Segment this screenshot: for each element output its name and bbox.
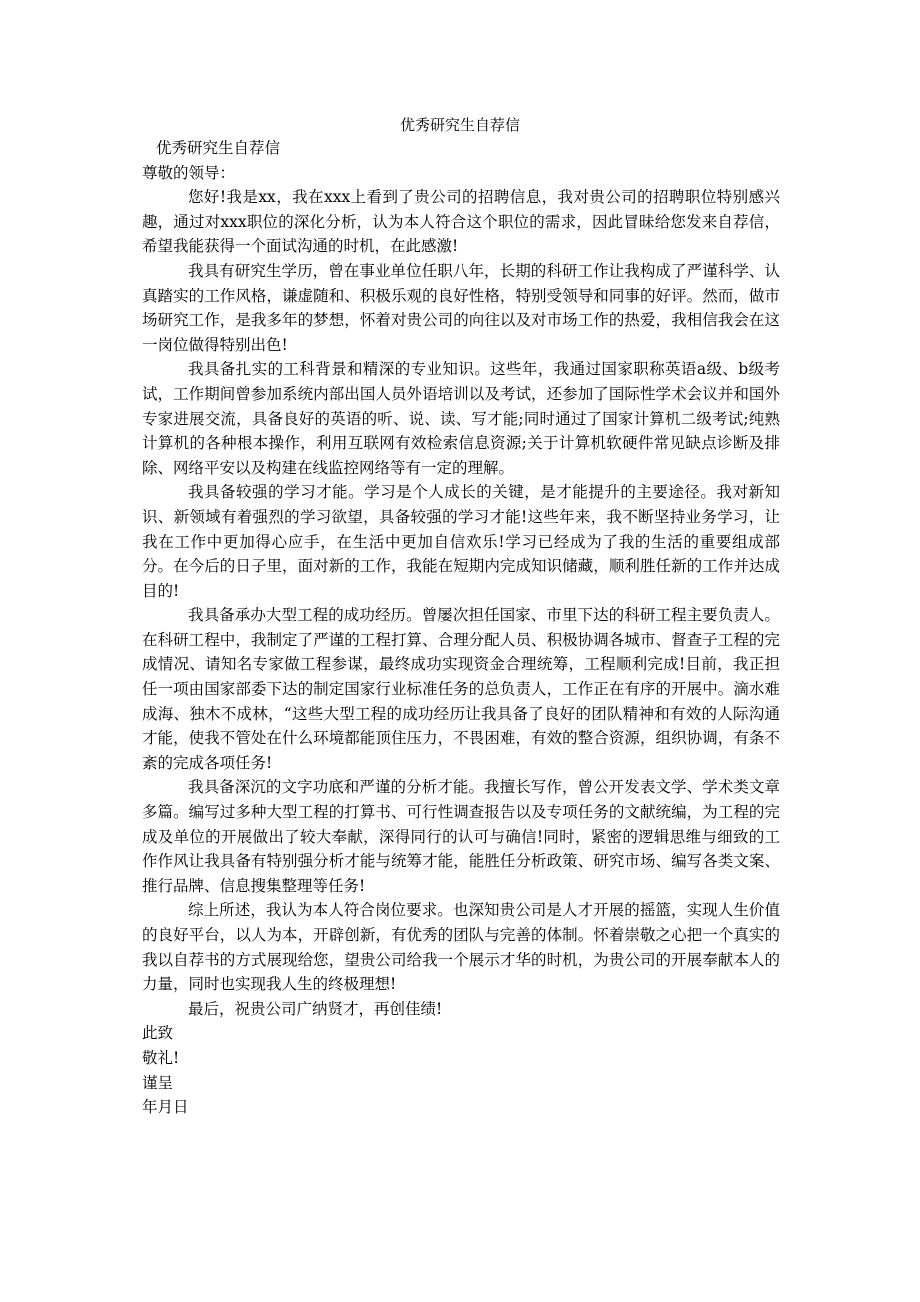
closing-salute: 敬礼! (142, 1048, 180, 1067)
paragraph: 我具有研究生学历，曾在事业单位任职八年，长期的科研工作让我构成了严谨科学、认真踏实的工作风格，谦虚随和、积极乐观的良好性格，特别受领导和同事的好评。然而，做市场研究工作，是我多年的梦想，怀着对贵公司的向往以及对市场工作的热爱，我相信我会在这一岗位做得特别出色! (142, 261, 780, 354)
paragraph: 我具备较强的学习才能。学习是个人成长的关键，是才能提升的主要途径。我对新知识、新领域有着强烈的学习欲望，具备较强的学习才能!这些年来，我不断坚持业务学习，让我在工作中更加得心应手，在生活中更加自信欢乐!学习已经成为了我的生活的重要组成部分。在今后的日子里，面对新的工作，我能在短期内完成知识储藏，顺利胜任新的工作并达成目的! (142, 483, 780, 600)
closing-line: 此致 (142, 1024, 174, 1043)
paragraph: 您好!我是xx，我在xxx上看到了贵公司的招聘信息，我对贵公司的招聘职位特别感兴趣，通过对xxx职位的深化分析，认为本人符合这个职位的需求，因此冒昧给您发来自荐信，希望我能获得一个面试沟通的时机，在此感激! (142, 188, 780, 256)
paragraph: 我具备深沉的文字功底和严谨的分析才能。我擅长写作，曾公开发表文学、学术类文章多篇。编写过多种大型工程的打算书、可行性调查报告以及专项任务的文献统编，为工程的完成及单位的开展做出了较大奉献，深得同行的认可与确信!同时，紧密的逻辑思维与细致的工作作风让我具备有特别强分析才能与统筹才能，能胜任分析政策、研究市场、编写各类文案、推行品牌、信息搜集整理等任务! (142, 778, 780, 895)
paragraph: 综上所述，我认为本人符合岗位要求。也深知贵公司是人才开展的摇篮，实现人生价值的良好平台，以人为本，开辟创新，有优秀的团队与完善的体制。怀着崇敬之心把一个真实的我以自荐书的方式展现给您，望贵公司给我一个展示才华的时机，为贵公司的开展奉献本人的力量，同时也实现我人生的终极理想! (142, 901, 780, 994)
paragraph: 最后，祝贵公司广纳贤才，再创佳绩! (188, 999, 443, 1018)
paragraph: 我具备扎实的工科背景和精深的专业知识。这些年，我通过国家职称英语a级、b级考试，工作期间曾参加系统内部出国人员外语培训以及考试，还参加了国际性学术会议并和国外专家进展交流，具备良好的英语的听、说、读、写才能;同时通过了国家计算机二级考试;纯熟计算机的各种根本操作，利用互联网有效检索信息资源;关于计算机软硬件常见缺点诊断及排除、网络平安以及构建在线监控网络等有一定的理解。 (142, 360, 780, 477)
paragraph: 我具备承办大型工程的成功经历。曾屡次担任国家、市里下达的科研工程主要负责人。在科研工程中，我制定了严谨的工程打算、合理分配人员、积极协调各城市、督查子工程的完成情况、请知名专家做工程参谋，最终成功实现资金合理统筹，工程顺利完成!目前，我正担任一项由国家部委下达的制定国家行业标准任务的总负责人，工作正在有序的开展中。滴水难成海、独木不成林，“这些大型工程的成功经历让我具备了良好的团队精神和有效的人际沟通才能，使我不管处在什么环境都能顶住压力，不畏困难，有效的整合资源，组织协调，有条不紊的完成各项任务! (142, 606, 780, 772)
letter-body (142, 136, 780, 1120)
salutation: 尊敬的领导： (142, 163, 236, 182)
signature: 谨呈 (142, 1073, 174, 1092)
document-title: 优秀研究生自荐信 (399, 116, 520, 134)
date-line: 年月日 (142, 1098, 189, 1117)
letter-subtitle: 优秀研究生自荐信 (156, 139, 281, 157)
